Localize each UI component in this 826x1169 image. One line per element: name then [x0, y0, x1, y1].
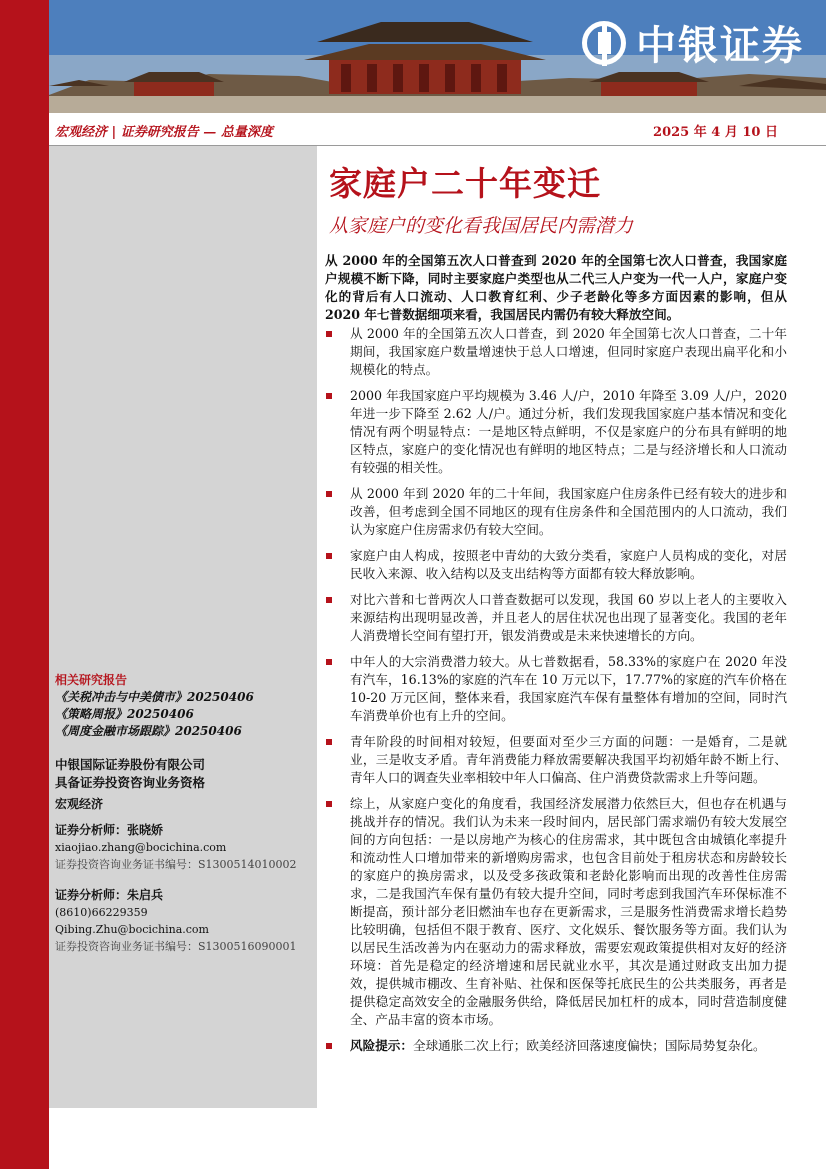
- analyst-email: Qibing.Zhu@bocichina.com: [55, 923, 209, 936]
- sector-label: 宏观经济: [55, 797, 104, 811]
- bullet-square-icon: [326, 659, 332, 665]
- key-point-text: 从 2000 年到 2020 年的二十年间，我国家庭户住房条件已经有较大的进步和改善，但考虑到全国不同地区的现有住房条件和全国范围内的人口流动，我们认为家庭户住房需求仍有较大空间。: [350, 486, 787, 537]
- executive-summary: 从 2000 年的全国第五次人口普查到 2020 年的全国第七次人口普查，我国家庭户规模不断下降，同时主要家庭户类型也从二代三人户变为一代一人户，家庭户变化的背后有人口流动、人口教育红利、少子老龄化等多方面因素的影响，但从 2020 年七普数据细项来看，我国居民内需仍有较大释放空间。: [325, 253, 787, 322]
- key-point: [325, 485, 787, 539]
- bullet-square-icon: [326, 553, 332, 559]
- left-red-bar: [0, 0, 49, 1169]
- bullet-square-icon: [326, 597, 332, 603]
- company-qualification: 具备证券投资咨询业务资格: [55, 775, 206, 790]
- related-report-item: 《策略周报》20250406: [55, 707, 194, 721]
- key-point: [325, 591, 787, 645]
- key-point: [325, 325, 787, 379]
- report-category: 宏观经济 | 证券研究报告 — 总量深度: [55, 125, 273, 140]
- bullet-square-icon: [326, 739, 332, 745]
- logo-text: 中银证券: [636, 23, 804, 69]
- bullet-square-icon: [326, 801, 332, 807]
- report-date: 2025 年 4 月 10 日: [653, 125, 778, 140]
- key-point-text: 中年人的大宗消费潜力较大。从七普数据看，58.33%的家庭户在 2020 年没有汽车，16.13%的家庭的汽车在 10 万元以下，17.77%的家庭的汽车价格在 10-20 万元区间，整体来看，我国家庭汽车保有量整体有增加的空间，同时汽车消费单价也有上升的空间。: [350, 654, 787, 723]
- analyst-1: [55, 822, 297, 873]
- company-name: 中银国际证券股份有限公司: [55, 757, 206, 772]
- report-title: 家庭户二十年变迁: [329, 164, 601, 203]
- analyst-name: 证券分析师：张晓娇: [55, 823, 164, 837]
- analyst-name: 证券分析师：朱启兵: [55, 888, 164, 902]
- key-point-text: 2000 年我国家庭户平均规模为 3.46 人/户，2010 年降至 3.09 人/户，2020 年进一步下降至 2.62 人/户。通过分析，我们发现我国家庭户基本情况和变化情况有两个明显特点：一是地区特点鲜明，不仅是家庭户的分布具有鲜明的地区特点，家庭户的变化情况也有鲜明的地区特点；二是与经济增长和人口流动有较强的相关性。: [350, 388, 787, 475]
- analyst-phone: (8610)66229359: [55, 906, 148, 919]
- report-subtitle: 从家庭户的变化看我国居民内需潜力: [329, 215, 634, 237]
- bullet-square-icon: [326, 491, 332, 497]
- related-reports-title: 相关研究报告: [55, 673, 128, 687]
- key-point-text: 综上，从家庭户变化的角度看，我国经济发展潜力依然巨大，但也存在机遇与挑战并存的情况。我们认为未来一段时间内，居民部门需求端仍有较大发展空间的方向包括：一是以房地产为核心的住房需求，其中既包含由城镇化率提升和流动性人口增加带来的新增购房需求，也包含目前处于租房状态和房龄较长的家庭户的换房需求，以及受多孩政策和老龄化影响而出现的改善性住房需求，二是我国汽车保有量仍有较大提升空间，同时考虑到我国汽车环保标准不断提高，预计部分老旧燃油车也存在更新需求，三是服务性消费需求增长趋势比较明确，包括但不限于教育、医疗、文化娱乐、餐饮服务等方面。我们认为以居民生活改善为内在驱动力的需求释放，需要宏观政策提供相对友好的经济环境：首先是稳定的经济增速和居民就业水平，其次是通过财政支出加力提效，提供城市棚改、生育补贴、社保和医保等托底民生的公共类服务，再者是提供稳定高效安全的金融服务供给，降低居民加杠杆的成本，同时营造制度健全、产品丰富的资本市场。: [350, 796, 787, 1027]
- risk-label: 风险提示：: [350, 1038, 413, 1053]
- key-point: [325, 795, 787, 1029]
- risk-warning: [325, 1037, 787, 1055]
- key-point-text: 对比六普和七普两次人口普查数据可以发现，我国 60 岁以上老人的主要收入来源结构出现明显改善，并且老人的居住状况也出现了显著变化。我国的老年人消费增长空间有望打开，银发消费或是未来快速增长的方向。: [350, 592, 787, 643]
- company-logo: [582, 14, 804, 71]
- key-points-list: [325, 325, 787, 1063]
- key-point: [325, 653, 787, 725]
- related-reports: [55, 672, 254, 740]
- bullet-square-icon: [326, 331, 332, 337]
- analyst-2: [55, 887, 297, 955]
- key-point-text: 青年阶段的时间相对较短，但要面对至少三方面的问题：一是婚育，二是就业，三是收支矛盾。青年消费能力释放需要解决我国平均初婚年龄不断上行、青年人口的调查失业率相较中年人口偏高、住户消费贷款需求上升等问题。: [350, 734, 787, 785]
- related-report-item: 《周度金融市场跟踪》20250406: [55, 724, 242, 738]
- risk-text: 全球通胀二次上行；欧美经济回落速度偏快；国际局势复杂化。: [412, 1038, 766, 1053]
- key-point: [325, 547, 787, 583]
- key-point-text: 家庭户由人构成，按照老中青幼的大致分类看，家庭户人员构成的变化，对居民收入来源、收入结构以及支出结构等方面都有较大释放影响。: [350, 548, 787, 581]
- key-point: [325, 733, 787, 787]
- key-point: [325, 387, 787, 477]
- analyst-email: xiaojiao.zhang@bocichina.com: [55, 841, 227, 854]
- report-header-row: [49, 113, 826, 146]
- company-info: [55, 756, 205, 792]
- sidebar-panel: [49, 146, 317, 1108]
- boc-logo-icon: [582, 21, 626, 65]
- key-point-text: 从 2000 年的全国第五次人口普查，到 2020 年全国第七次人口普查，二十年期间，我国家庭户数量增速快于总人口增速，但同时家庭户表现出扁平化和小规模化的特点。: [350, 326, 787, 377]
- bullet-square-icon: [326, 393, 332, 399]
- bullet-square-icon: [326, 1043, 332, 1049]
- header-banner-image: [49, 0, 826, 113]
- analyst-cert: 证券投资咨询业务证书编号：S1300516090001: [55, 940, 297, 953]
- analyst-cert: 证券投资咨询业务证书编号：S1300514010002: [55, 858, 297, 871]
- related-report-item: 《关税冲击与中美债市》20250406: [55, 690, 254, 704]
